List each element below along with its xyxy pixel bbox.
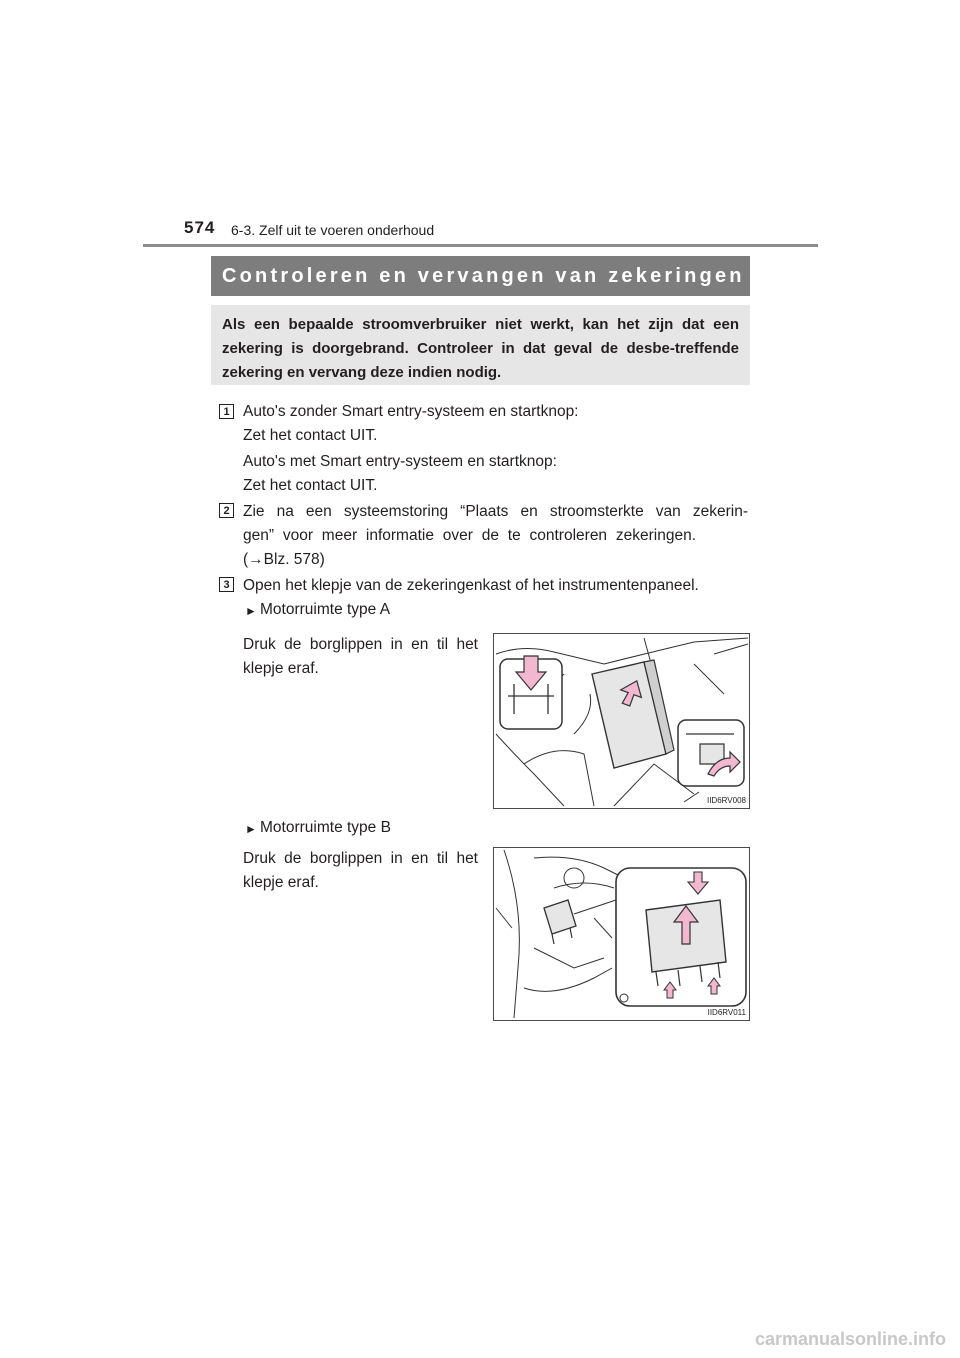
figure-engine-bay-type-b: [493, 847, 750, 1021]
intro-box: Als een bepaalde stroomverbruiker niet werkt, kan het zijn dat een zekering is doorgebrand. Controleer in dat geval de desbe-treffende zekering en vervang deze indien nodig.: [211, 305, 750, 385]
step-2-line-2: gen” voor meer informatie over de te controleren zekeringen.: [243, 527, 696, 544]
step-1-line-1: Auto's zonder Smart entry-systeem en startknop:: [243, 403, 579, 420]
page-title: Controleren en vervangen van zekeringen: [211, 256, 750, 296]
variant-a-line-1: Druk de borglippen in en til het: [243, 636, 478, 653]
figure-code-a: IID6RV008: [707, 796, 746, 805]
variant-b-line-2: klepje eraf.: [243, 874, 319, 891]
variant-b-heading: Motorruimte type B: [260, 819, 391, 836]
header-divider: [143, 244, 818, 247]
footer-watermark[interactable]: carmanualsonline.info: [754, 1329, 946, 1349]
step-badge-1: 1: [219, 404, 234, 419]
variant-a-line-2: klepje eraf.: [243, 660, 319, 677]
section-reference: 6-3. Zelf uit te voeren onderhoud: [231, 222, 435, 238]
figure-engine-bay-type-a: [493, 633, 750, 809]
bullet-arrow-icon: ►: [245, 604, 257, 618]
step-1-line-4: Zet het contact UIT.: [243, 477, 378, 494]
step-badge-3: 3: [219, 577, 234, 592]
step-3-line-1: Open het klepje van de zekeringenkast of het instrumentenpaneel.: [243, 577, 699, 594]
step-1-line-3: Auto's met Smart entry-systeem en startknop:: [243, 453, 557, 470]
variant-a-heading: Motorruimte type A: [260, 601, 391, 618]
page-number: 574: [184, 218, 216, 237]
step-1-line-2: Zet het contact UIT.: [243, 427, 378, 444]
fuse-box-type-a-illustration: [494, 634, 749, 808]
figure-code-b: IID6RV011: [707, 1008, 746, 1017]
step-2-line-1: Zie na een systeemstoring “Plaats en stroomsterkte van zekerin-: [243, 503, 748, 520]
fuse-box-type-b-illustration: [494, 848, 749, 1020]
step-badge-2: 2: [219, 503, 234, 518]
variant-b-line-1: Druk de borglippen in en til het: [243, 850, 478, 867]
bullet-arrow-icon: ►: [245, 822, 257, 836]
step-2-line-3: (→Blz. 578): [243, 551, 325, 568]
